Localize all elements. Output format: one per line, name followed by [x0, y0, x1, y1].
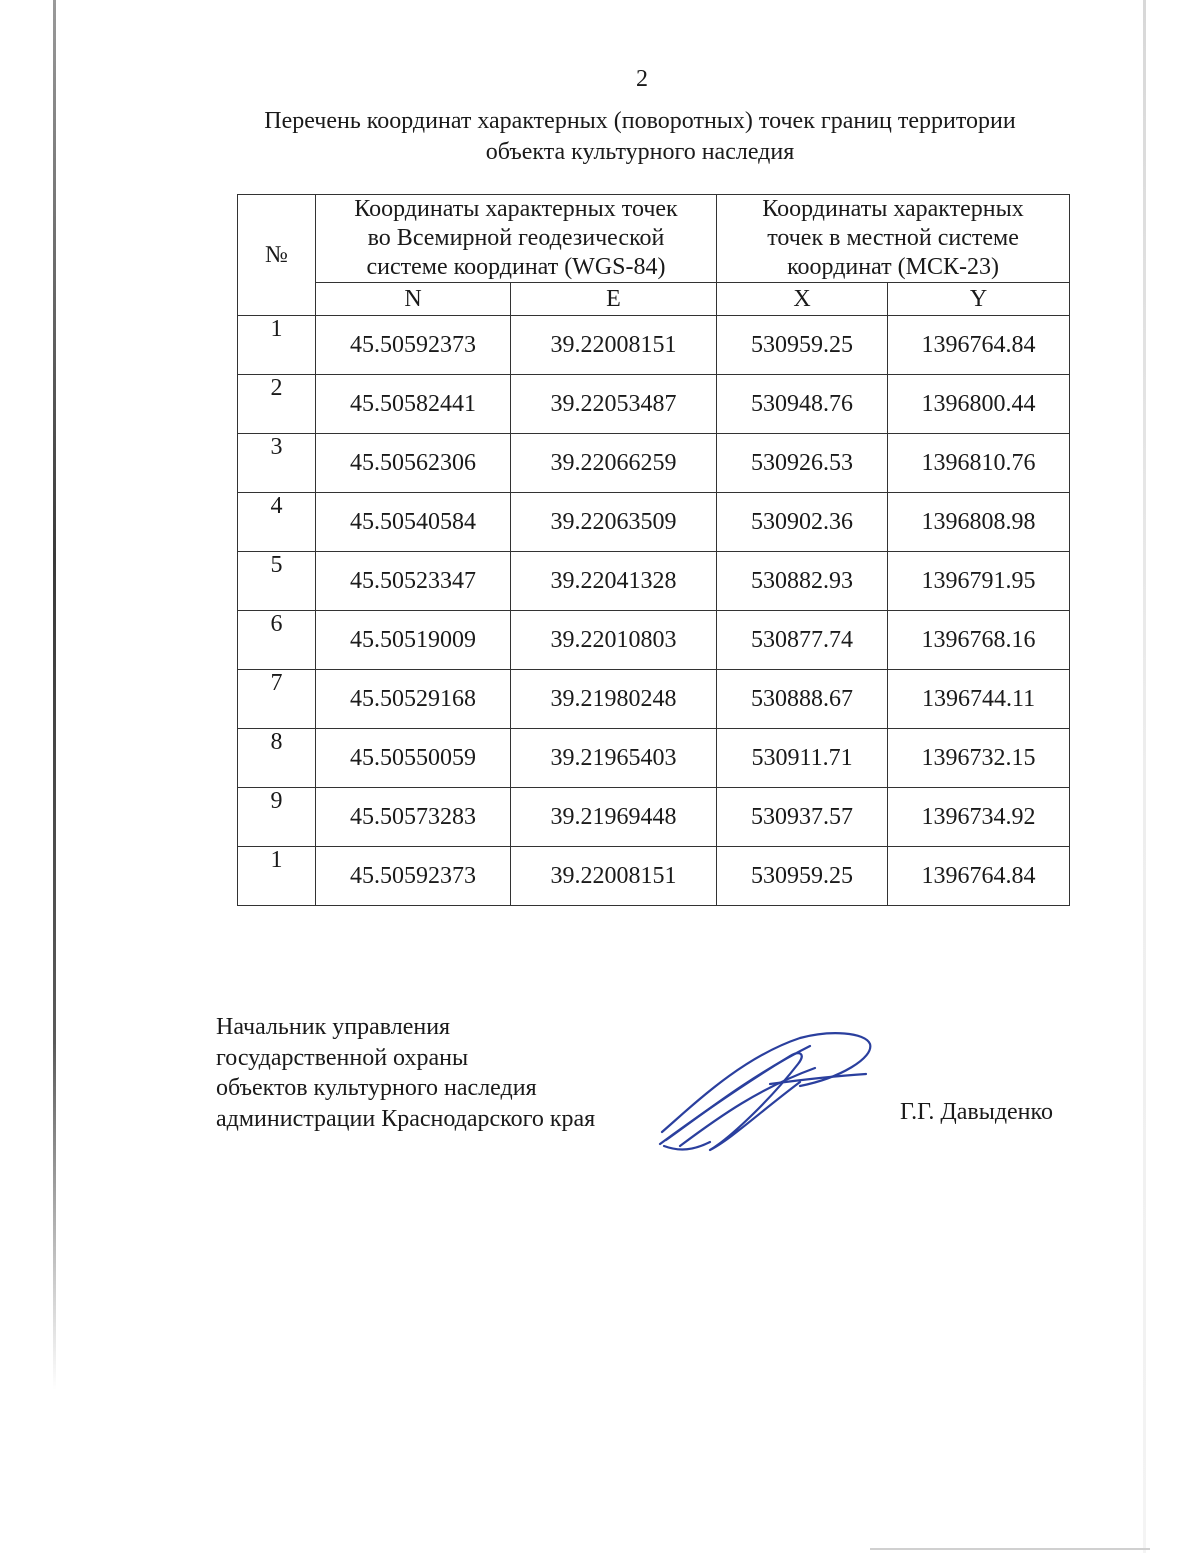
cell-e: 39.22066259	[511, 434, 717, 493]
cell-n: 45.50529168	[316, 670, 511, 729]
cell-number: 3	[238, 434, 316, 493]
cell-y: 1396791.95	[888, 552, 1070, 611]
signer-name: Г.Г. Давыденко	[900, 1099, 1053, 1125]
cell-e: 39.22008151	[511, 847, 717, 906]
table-row	[238, 493, 1070, 552]
handwritten-signature	[650, 1028, 880, 1158]
cell-number: 9	[238, 788, 316, 847]
cell-number: 1	[238, 316, 316, 375]
cell-n: 45.50592373	[316, 316, 511, 375]
cell-x: 530902.36	[717, 493, 888, 552]
cell-x: 530877.74	[717, 611, 888, 670]
cell-number: 1	[238, 847, 316, 906]
cell-number: 2	[238, 375, 316, 434]
cell-e: 39.22041328	[511, 552, 717, 611]
cell-y: 1396800.44	[888, 375, 1070, 434]
signatory-line-1: Начальник управления	[216, 1014, 451, 1040]
header-y: Y	[888, 283, 1070, 316]
header-msk23	[717, 195, 1070, 283]
cell-x: 530959.25	[717, 847, 888, 906]
header-msk23-line-1: Координаты характерных	[762, 196, 1024, 222]
cell-n: 45.50582441	[316, 375, 511, 434]
table-subheader-row	[238, 283, 1070, 316]
cell-x: 530926.53	[717, 434, 888, 493]
document-title	[200, 106, 1080, 168]
header-wgs84-line-2: во Всемирной геодезической	[367, 225, 665, 251]
cell-e: 39.22010803	[511, 611, 717, 670]
cell-n: 45.50562306	[316, 434, 511, 493]
table-header-row	[238, 195, 1070, 283]
cell-e: 39.22063509	[511, 493, 717, 552]
header-wgs84-line-3: системе координат (WGS-84)	[366, 254, 666, 280]
cell-e: 39.21980248	[511, 670, 717, 729]
table-row	[238, 847, 1070, 906]
header-wgs84-line-1: Координаты характерных точек	[354, 196, 678, 222]
signatory-line-2: государственной охраны	[216, 1044, 469, 1071]
cell-x: 530888.67	[717, 670, 888, 729]
cell-e: 39.21965403	[511, 729, 717, 788]
cell-y: 1396764.84	[888, 847, 1070, 906]
title-line-1: Перечень координат характерных (поворотных) точек границ территории	[264, 108, 1016, 134]
cell-x: 530948.76	[717, 375, 888, 434]
header-x: X	[717, 283, 888, 316]
cell-n: 45.50523347	[316, 552, 511, 611]
cell-e: 39.21969448	[511, 788, 717, 847]
cell-number: 8	[238, 729, 316, 788]
header-e: E	[511, 283, 717, 316]
cell-y: 1396810.76	[888, 434, 1070, 493]
table-row	[238, 788, 1070, 847]
cell-n: 45.50540584	[316, 493, 511, 552]
cell-x: 530937.57	[717, 788, 888, 847]
cell-number: 6	[238, 611, 316, 670]
cell-y: 1396734.92	[888, 788, 1070, 847]
cell-y: 1396744.11	[888, 670, 1070, 729]
cell-n: 45.50550059	[316, 729, 511, 788]
cell-n: 45.50519009	[316, 611, 511, 670]
page-number: 2	[636, 66, 648, 92]
table-row	[238, 552, 1070, 611]
header-msk23-line-2: точек в местной системе	[767, 225, 1019, 251]
cell-e: 39.22053487	[511, 375, 717, 434]
cell-x: 530882.93	[717, 552, 888, 611]
cell-e: 39.22008151	[511, 316, 717, 375]
cell-n: 45.50592373	[316, 847, 511, 906]
header-n: N	[316, 283, 511, 316]
table-row	[238, 434, 1070, 493]
cell-y: 1396764.84	[888, 316, 1070, 375]
table-row	[238, 316, 1070, 375]
cell-y: 1396732.15	[888, 729, 1070, 788]
signatory-line-4: администрации Краснодарского края	[216, 1105, 596, 1132]
scan-edge-left	[53, 0, 56, 1390]
scan-edge-right	[1143, 0, 1146, 1553]
signatory-position	[216, 1012, 595, 1134]
header-wgs84	[316, 195, 717, 283]
header-number: №	[238, 195, 316, 316]
table-row	[238, 611, 1070, 670]
title-line-2: объекта культурного наследия	[485, 139, 795, 165]
cell-number: 4	[238, 493, 316, 552]
cell-number: 5	[238, 552, 316, 611]
signatory-line-3: объектов культурного наследия	[216, 1075, 537, 1101]
header-msk23-line-3: координат (МСК-23)	[787, 254, 999, 280]
cell-y: 1396768.16	[888, 611, 1070, 670]
cell-number: 7	[238, 670, 316, 729]
cell-y: 1396808.98	[888, 493, 1070, 552]
table-row	[238, 670, 1070, 729]
table-row	[238, 375, 1070, 434]
cell-x: 530959.25	[717, 316, 888, 375]
coordinates-table	[237, 194, 1070, 906]
cell-x: 530911.71	[717, 729, 888, 788]
cell-n: 45.50573283	[316, 788, 511, 847]
table-row	[238, 729, 1070, 788]
scan-edge-bottom	[870, 1548, 1150, 1550]
